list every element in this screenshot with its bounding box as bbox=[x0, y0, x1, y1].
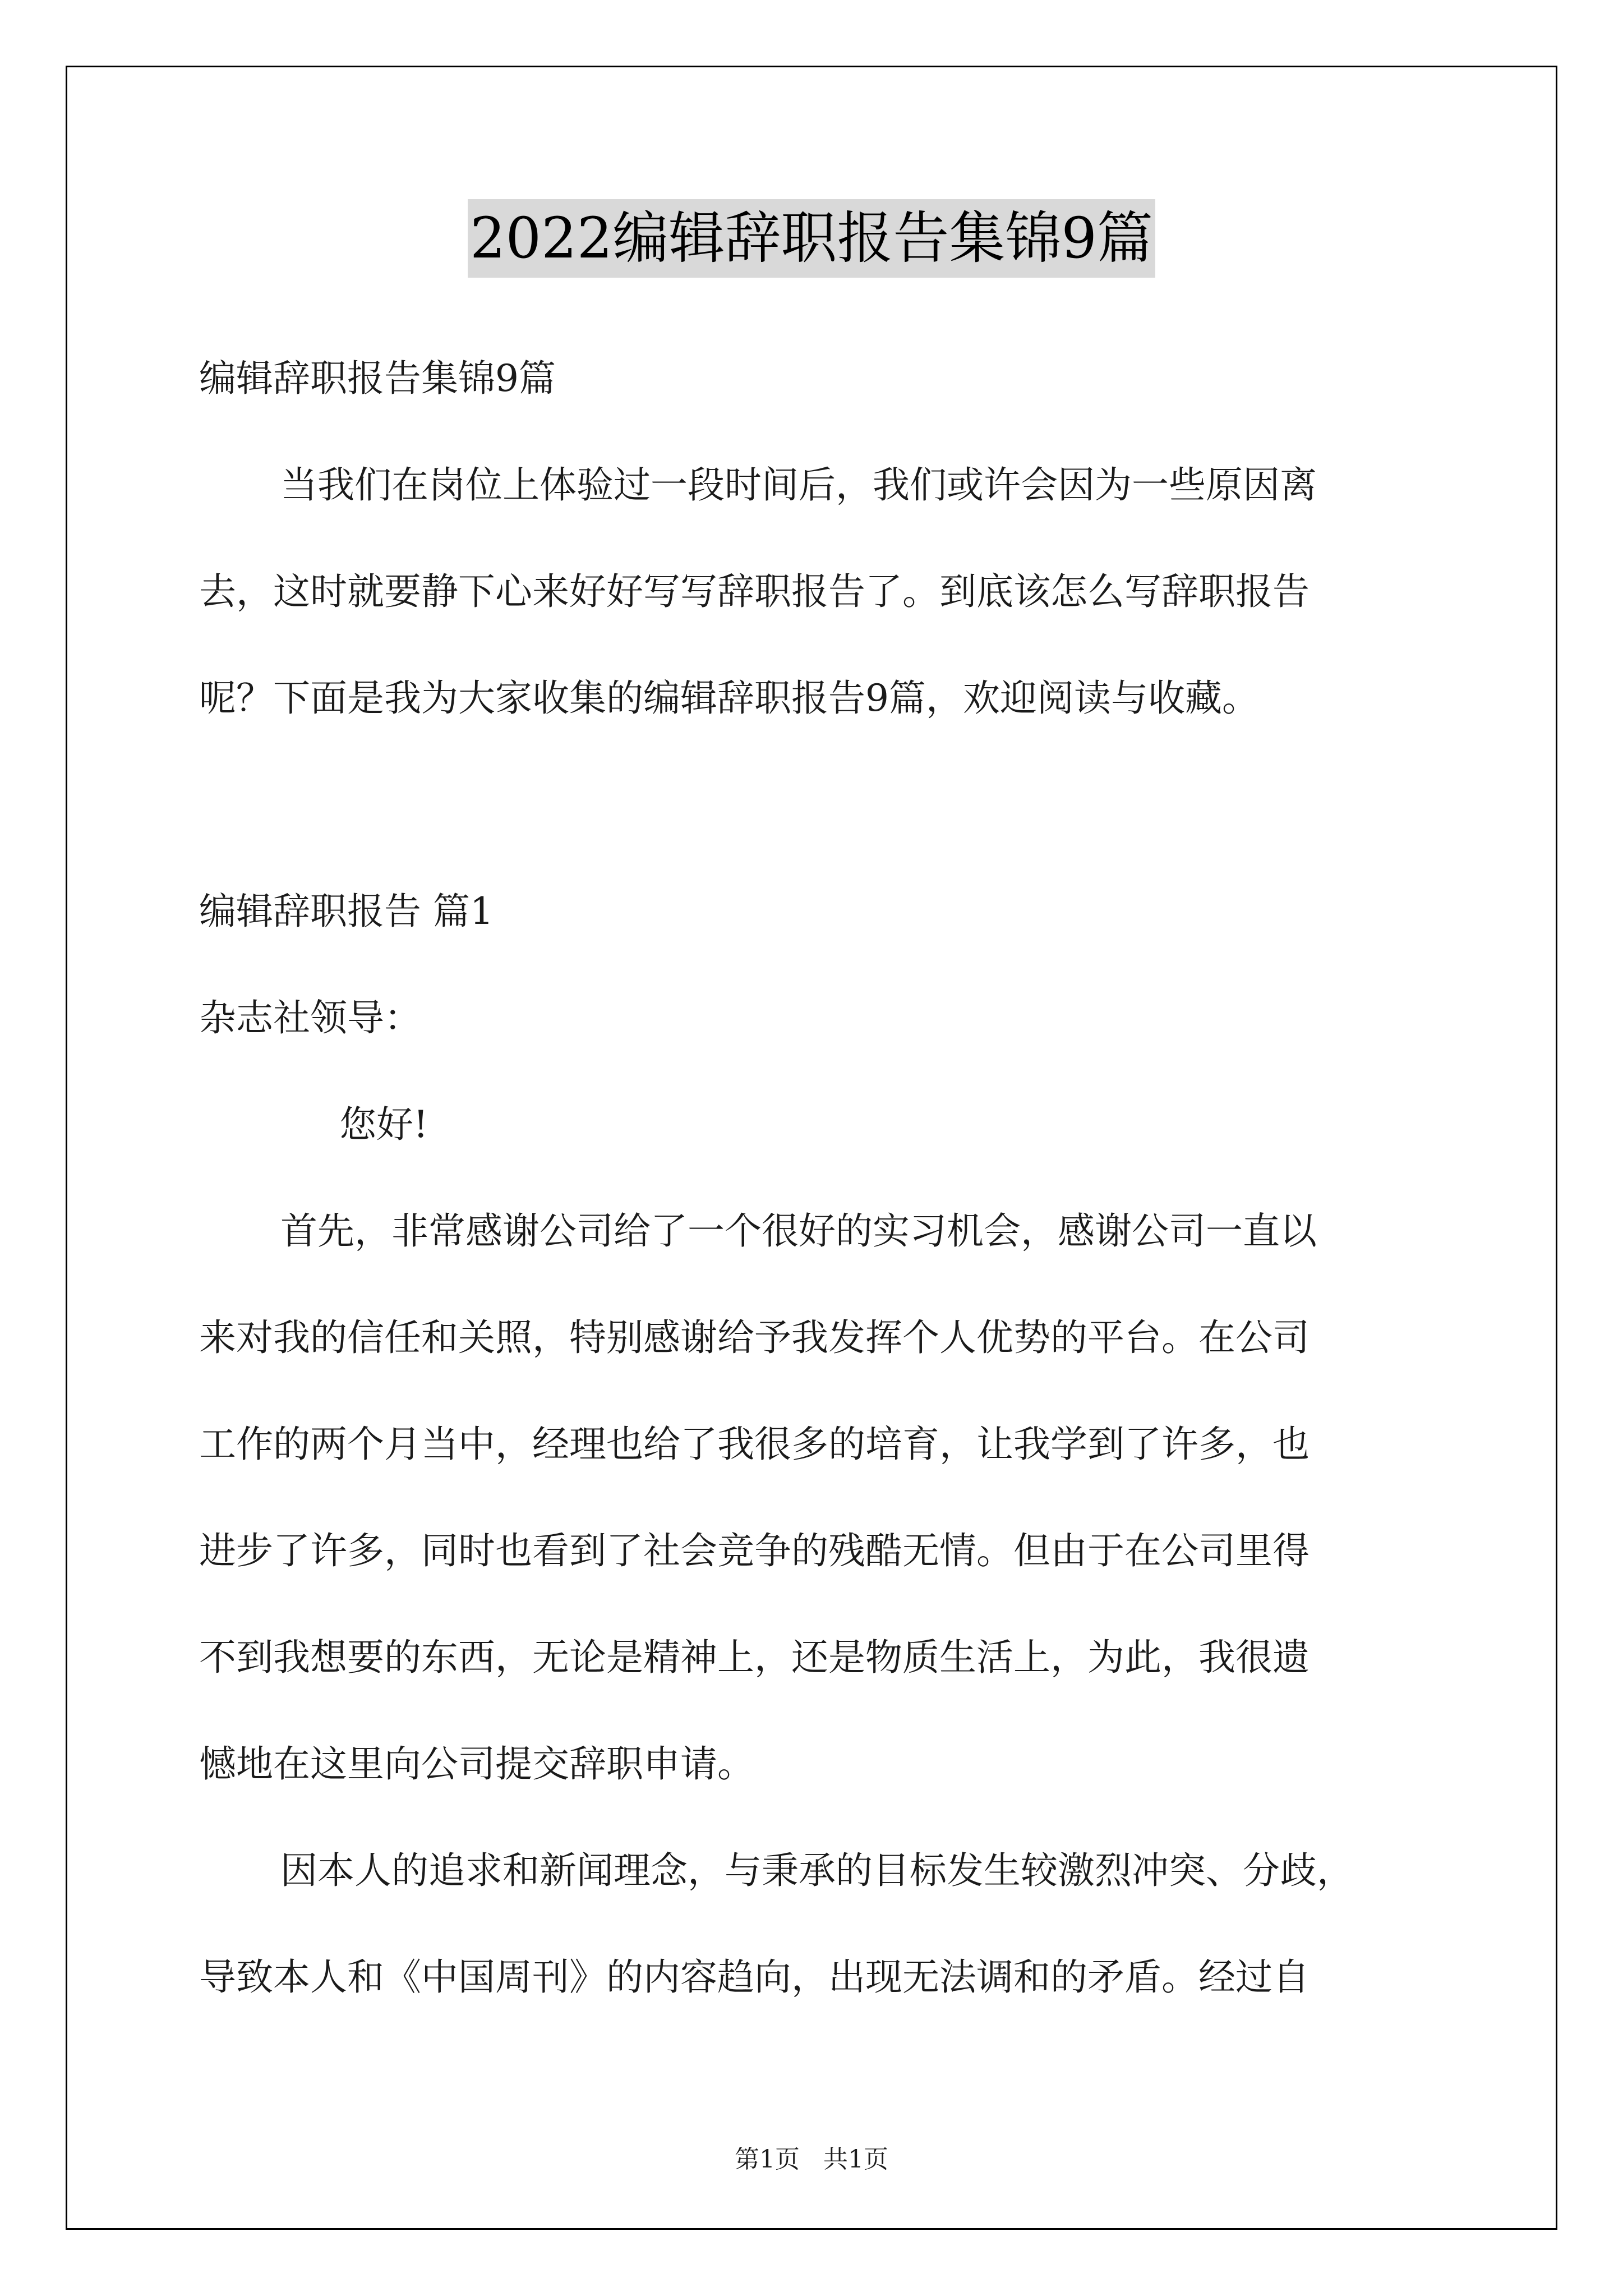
paragraph-line: 憾地在这里向公司提交辞职申请。 bbox=[199, 1742, 754, 1786]
paragraph-line: 因本人的追求和新闻理念，与秉承的目标发生较激烈冲突、分歧， bbox=[280, 1849, 1354, 1892]
document-subtitle: 编辑辞职报告集锦9篇 bbox=[199, 357, 556, 400]
paragraph-line: 来对我的信任和关照，特别感谢给予我发挥个人优势的平台。在公司 bbox=[199, 1316, 1310, 1359]
paragraph-line: 导致本人和《中国周刊》的内容趋向，出现无法调和的矛盾。经过自 bbox=[199, 1955, 1310, 1999]
title-container bbox=[0, 199, 1623, 278]
paragraph-line: 进步了许多，同时也看到了社会竞争的残酷无情。但由于在公司里得 bbox=[199, 1529, 1310, 1572]
intro-line: 呢？下面是我为大家收集的编辑辞职报告9篇，欢迎阅读与收藏。 bbox=[199, 677, 1259, 720]
intro-line: 去，这时就要静下心来好好写写辞职报告了。到底该怎么写辞职报告 bbox=[199, 570, 1310, 613]
intro-line: 当我们在岗位上体验过一段时间后，我们或许会因为一些原因离 bbox=[280, 463, 1317, 507]
paragraph-line: 不到我想要的东西，无论是精神上，还是物质生活上，为此，我很遗 bbox=[199, 1636, 1310, 1679]
greeting: 您好! bbox=[339, 1103, 428, 1146]
page-footer: 第1页 共1页 bbox=[735, 2145, 888, 2174]
section-heading: 编辑辞职报告 篇1 bbox=[199, 890, 494, 933]
salutation: 杂志社领导： bbox=[199, 996, 421, 1039]
paragraph-line: 工作的两个月当中，经理也给了我很多的培育，让我学到了许多，也 bbox=[199, 1423, 1310, 1466]
document-title: 2022编辑辞职报告集锦9篇 bbox=[468, 199, 1155, 278]
paragraph-line: 首先，非常感谢公司给了一个很好的实习机会，感谢公司一直以 bbox=[280, 1209, 1317, 1253]
